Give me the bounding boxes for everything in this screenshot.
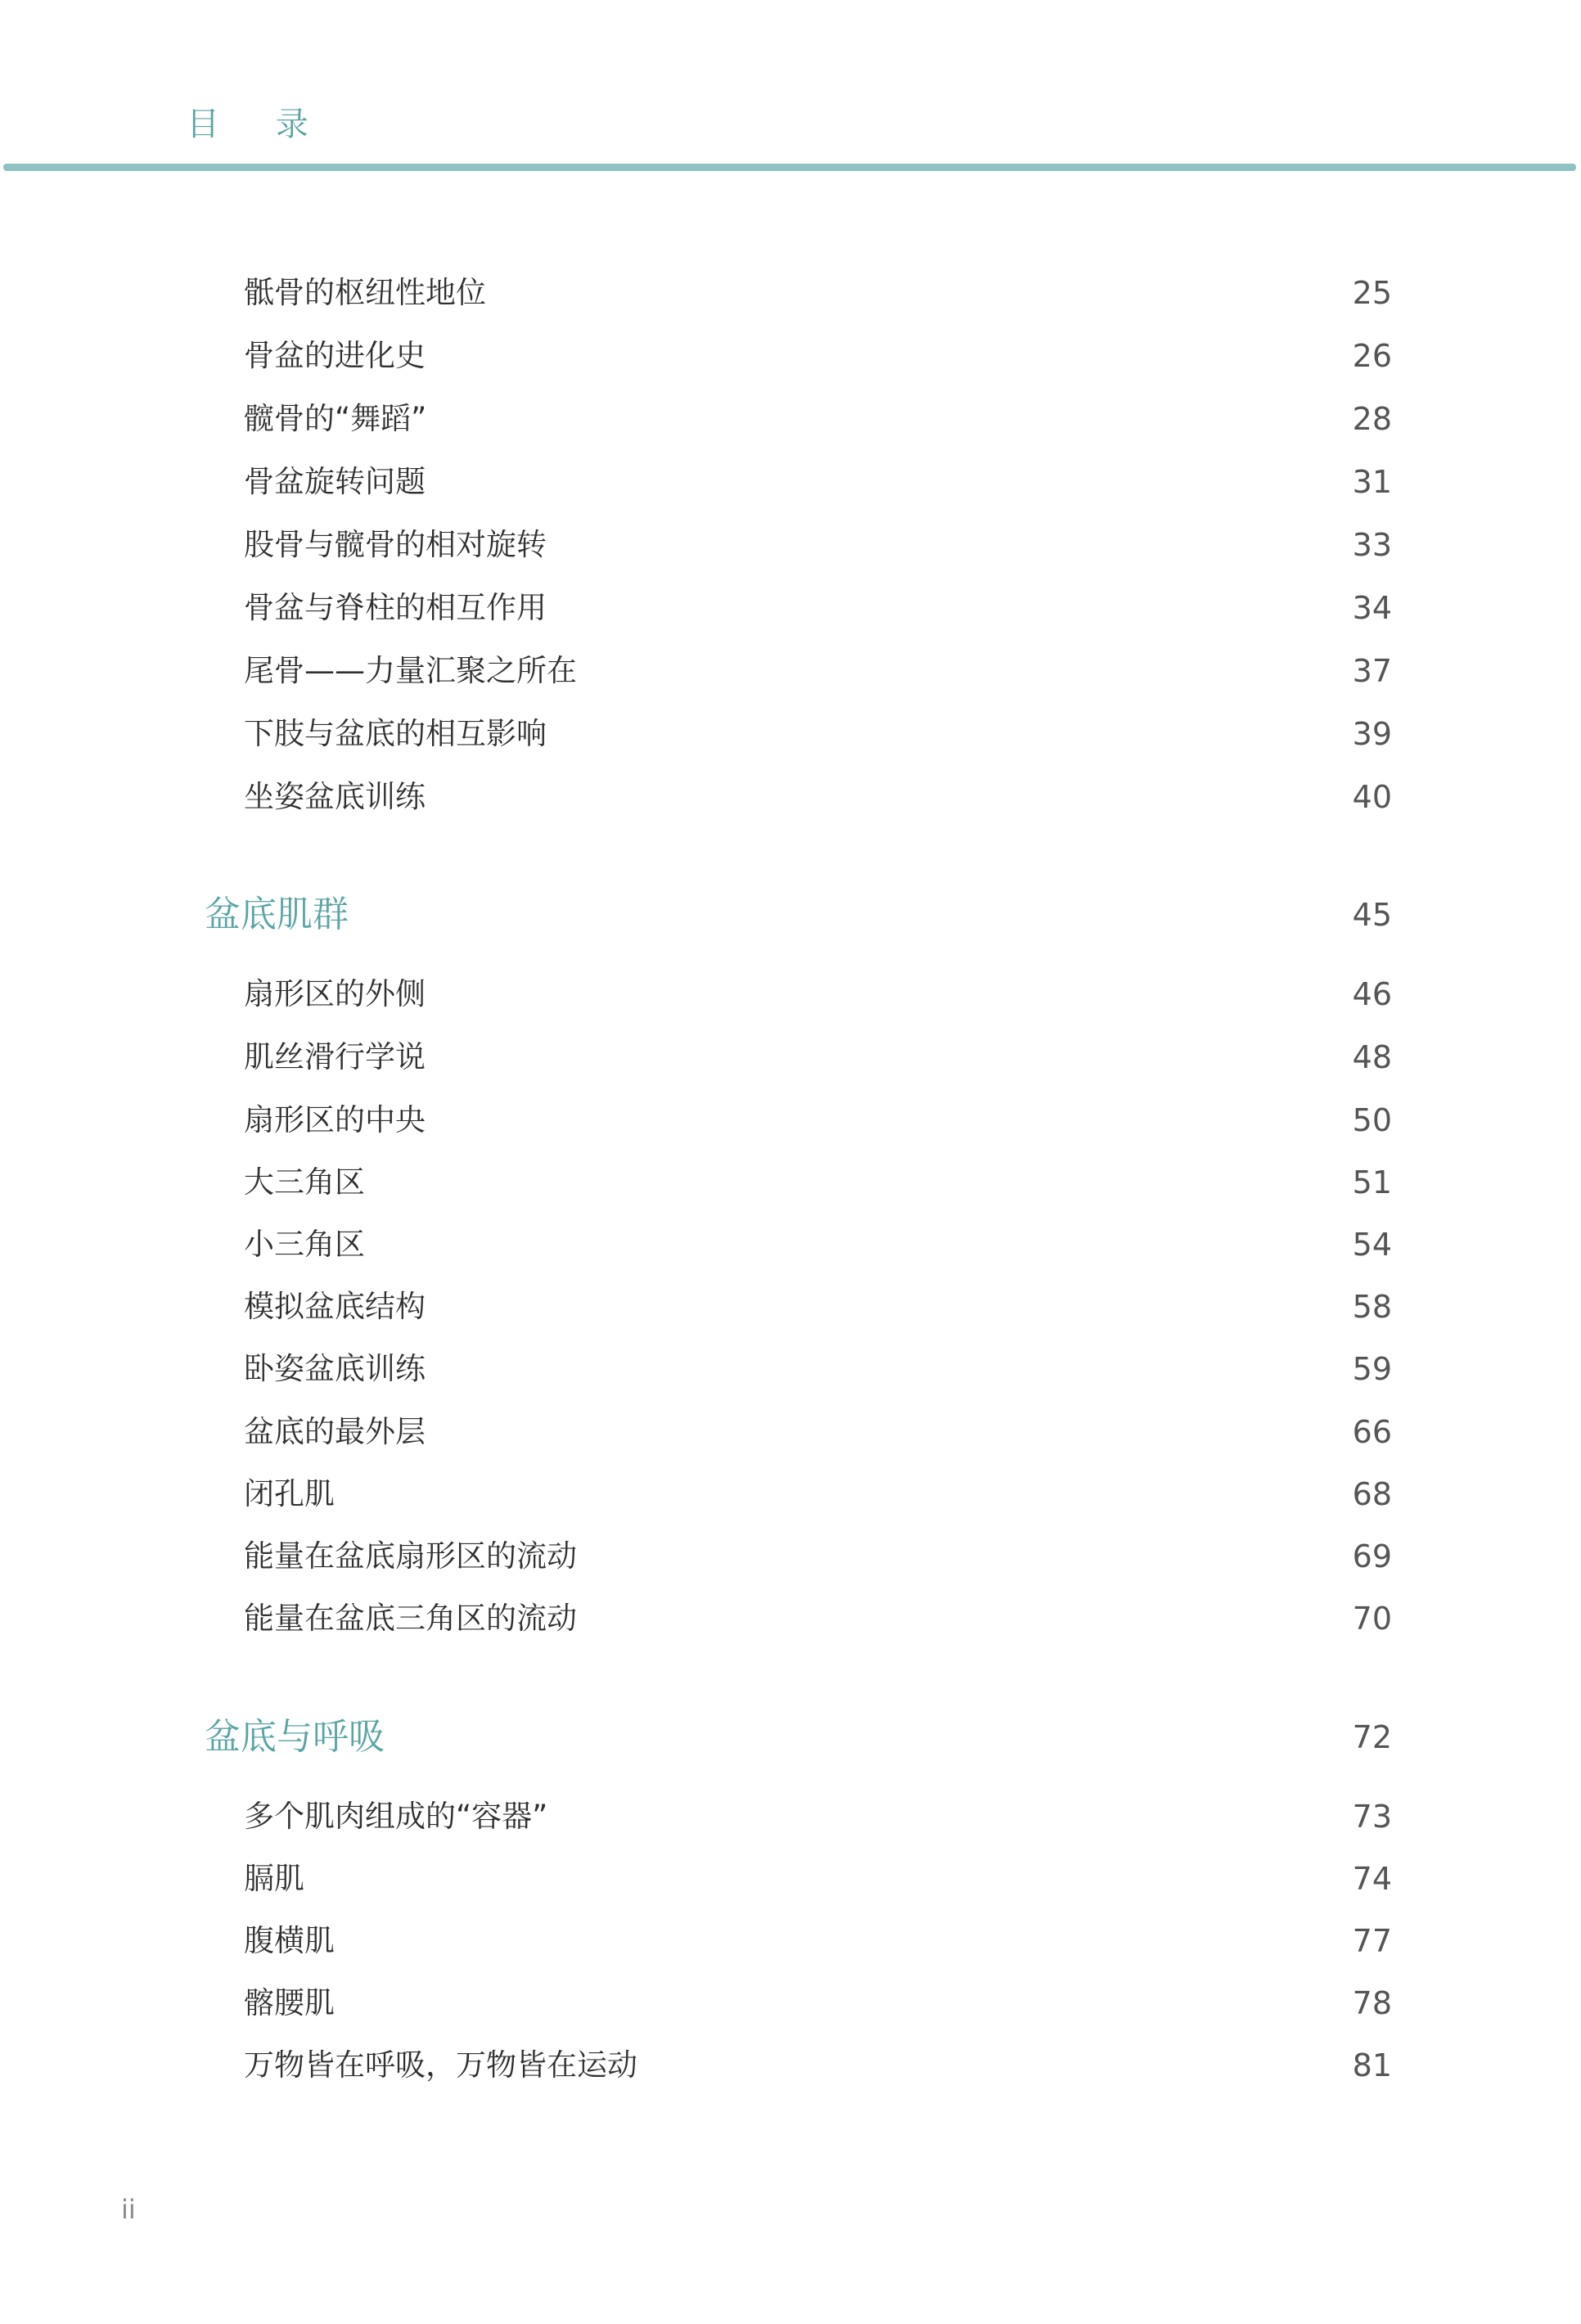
toc-entry-page: 33 — [1352, 527, 1392, 563]
toc-entry[interactable] — [0, 583, 1581, 633]
toc-entry-page: 51 — [1352, 1164, 1392, 1200]
toc-entry-page: 46 — [1352, 976, 1392, 1012]
toc-section-title: 盆底肌群 — [205, 894, 349, 935]
toc-entry[interactable] — [0, 1979, 1581, 2028]
toc-entry-title: 肌丝滑行学说 — [244, 1039, 426, 1074]
toc-entry[interactable] — [0, 1594, 1581, 1643]
toc-entry[interactable] — [0, 1854, 1581, 1903]
toc-entry-title: 大三角区 — [244, 1164, 365, 1200]
toc-entry-title: 膈肌 — [244, 1861, 304, 1896]
toc-entry[interactable] — [0, 772, 1581, 822]
toc-entry-page: 81 — [1352, 2047, 1392, 2083]
toc-section-page: 45 — [1352, 897, 1392, 933]
toc-entry[interactable] — [0, 709, 1581, 759]
toc-entry-title: 扇形区的中央 — [244, 1102, 426, 1137]
toc-entry-title: 盆底的最外层 — [244, 1414, 426, 1449]
toc-section-title: 盆底与呼吸 — [205, 1716, 385, 1758]
toc-section-page: 72 — [1352, 1719, 1392, 1755]
toc-entry-title: 模拟盆底结构 — [244, 1289, 426, 1324]
toc-entry-title: 骨盆与脊柱的相互作用 — [244, 590, 547, 625]
toc-entry[interactable] — [0, 970, 1581, 1019]
toc-entry-page: 37 — [1352, 653, 1392, 689]
toc-entry-page: 70 — [1352, 1601, 1392, 1637]
toc-entry-title: 万物皆在呼吸，万物皆在运动 — [244, 2047, 637, 2083]
toc-entry-page: 73 — [1352, 1799, 1392, 1835]
page-title: 目 录 — [187, 106, 331, 143]
toc-entry-title: 尾骨——力量汇聚之所在 — [244, 653, 577, 688]
toc-entry-title: 多个肌肉组成的“容器” — [244, 1799, 548, 1834]
toc-section[interactable] — [0, 1713, 1581, 1762]
toc-entry[interactable] — [0, 1282, 1581, 1331]
toc-entry-page: 31 — [1352, 464, 1392, 500]
toc-entry-title: 小三角区 — [244, 1227, 365, 1262]
toc-entry-page: 59 — [1352, 1351, 1392, 1387]
toc-entry-page: 34 — [1352, 590, 1392, 626]
toc-entry[interactable] — [0, 1096, 1581, 1145]
toc-entry-page: 74 — [1352, 1861, 1392, 1897]
toc-entry-page: 68 — [1352, 1476, 1392, 1512]
toc-entry[interactable] — [0, 520, 1581, 570]
toc-entry-title: 能量在盆底扇形区的流动 — [244, 1538, 577, 1574]
toc-entry[interactable] — [0, 331, 1581, 381]
toc-entry-title: 股骨与髋骨的相对旋转 — [244, 527, 547, 562]
toc-entry-title: 能量在盆底三角区的流动 — [244, 1601, 577, 1636]
toc-entry-title: 髋骨的“舞蹈” — [244, 401, 427, 436]
toc-entry-title: 髂腰肌 — [244, 1985, 335, 2020]
toc-entry-page: 39 — [1352, 716, 1392, 752]
toc-entry[interactable] — [0, 1916, 1581, 1966]
toc-entry[interactable] — [0, 2041, 1581, 2090]
toc-entry-title: 骨盆的进化史 — [244, 338, 426, 373]
toc-entry-title: 闭孔肌 — [244, 1476, 335, 1511]
toc-entry[interactable] — [0, 1532, 1581, 1581]
toc-entry[interactable] — [0, 1344, 1581, 1394]
page-number: ii — [121, 2194, 136, 2225]
toc-entry[interactable] — [0, 1792, 1581, 1841]
toc-entry-page: 54 — [1352, 1227, 1392, 1263]
toc-entry-page: 25 — [1352, 275, 1392, 311]
toc-entry[interactable] — [0, 457, 1581, 507]
toc-entry-page: 28 — [1352, 401, 1392, 437]
toc-entry-title: 骶骨的枢纽性地位 — [244, 275, 486, 310]
toc-entry[interactable] — [0, 268, 1581, 318]
toc-entry-title: 坐姿盆底训练 — [244, 779, 426, 814]
toc-entry[interactable] — [0, 1220, 1581, 1269]
toc-entry[interactable] — [0, 646, 1581, 696]
header-divider — [3, 164, 1576, 171]
toc-entry[interactable] — [0, 1470, 1581, 1519]
toc-entry[interactable] — [0, 394, 1581, 444]
toc-entry-page: 48 — [1352, 1039, 1392, 1075]
toc-entry-page: 58 — [1352, 1289, 1392, 1325]
toc-entry[interactable] — [0, 1033, 1581, 1082]
toc-entry-title: 骨盆旋转问题 — [244, 464, 426, 499]
toc-entry-page: 77 — [1352, 1923, 1392, 1959]
toc-entry-page: 69 — [1352, 1538, 1392, 1574]
toc-section[interactable] — [0, 890, 1581, 939]
toc-entry-title: 卧姿盆底训练 — [244, 1351, 426, 1386]
toc-entry-title: 扇形区的外侧 — [244, 976, 426, 1011]
toc-entry-title: 下肢与盆底的相互影响 — [244, 716, 547, 751]
toc-entry-title: 腹横肌 — [244, 1923, 335, 1958]
toc-entry-page: 40 — [1352, 779, 1392, 815]
toc-entry-page: 26 — [1352, 338, 1392, 374]
toc-entry-page: 50 — [1352, 1102, 1392, 1138]
toc-entry[interactable] — [0, 1158, 1581, 1207]
toc-entry-page: 78 — [1352, 1985, 1392, 2021]
toc-entry[interactable] — [0, 1407, 1581, 1457]
toc-entry-page: 66 — [1352, 1414, 1392, 1450]
